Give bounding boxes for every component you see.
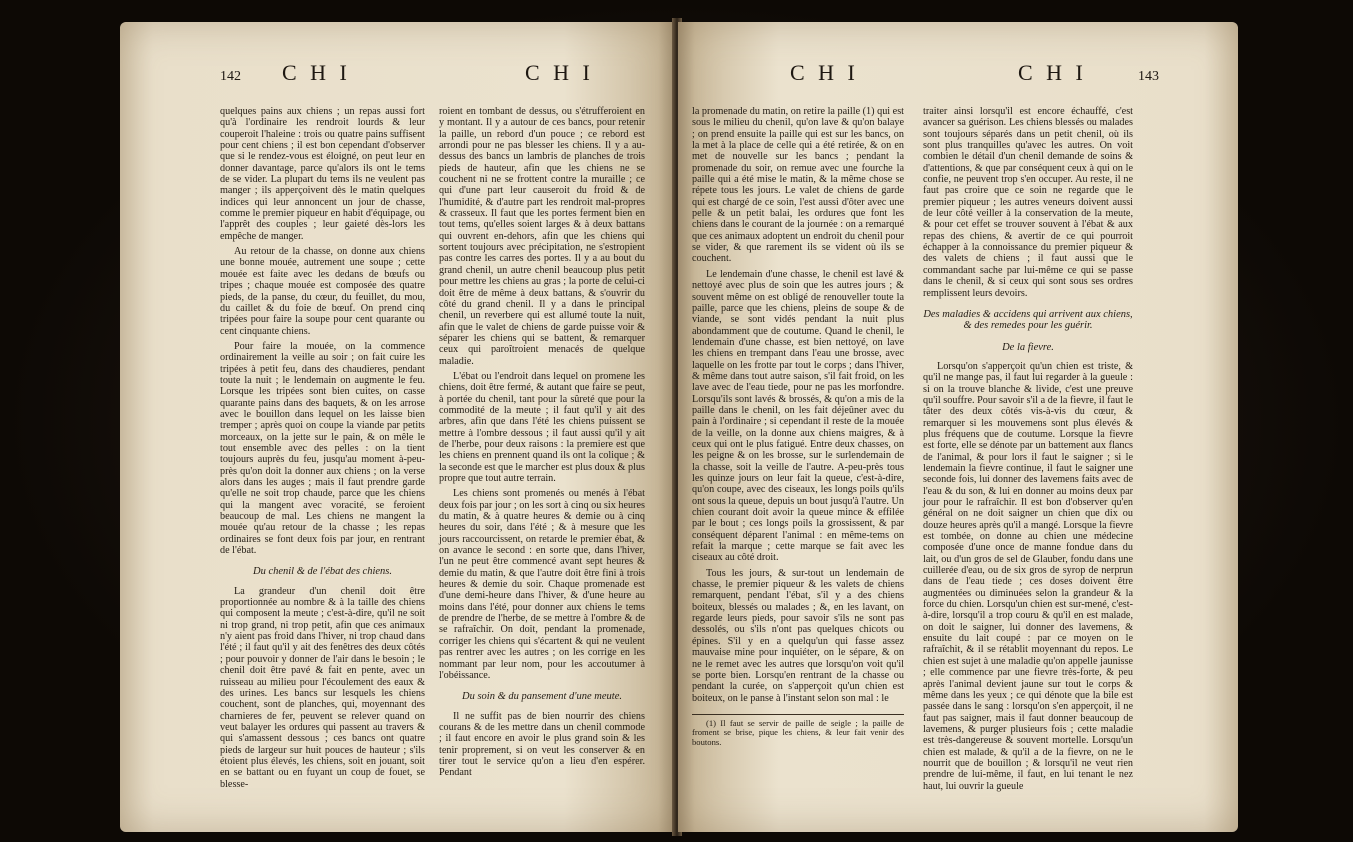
left-page-column-1 [220, 106, 425, 794]
paragraph: Il ne suffit pas de bien nourrir des chiens courans & de les mettre dans un chenil commode ; il faut encore en avoir le plus grand soin & les tenir proprement, si on veut les conserver & en tirer tout le service qu'on a lieu d'en espérer. Pendant [439, 710, 645, 779]
running-head: C H I [525, 60, 594, 85]
left-page-column-2 [439, 106, 645, 783]
section-heading: Du soin & du pansement d'une meute. [461, 691, 622, 703]
subsection-heading: De la fievre. [1002, 341, 1054, 353]
paragraph: quelques pains aux chiens ; un repas aussi fort qu'à l'ordinaire les rendroit lourds & leur couperoit l'haleine : trois ou quatre pains suffisent pour cent chiens ; il est bon cependant d'observer que si le rendez-vous est éloigné, on peut leur en donner davantage, parce qu'alors ils ont le tems de se vider. La plupart du tems ils ne veulent pas manger ; ils apperçoivent dès le matin quelques indices qui leur annoncent un jour de chasse, comme le premier piqueur en habit d'équipage, ou l'apprêt des couples ; leur gaieté dès-lors les empêche de manger. [220, 106, 425, 242]
right-page [678, 22, 1238, 832]
running-head: C H I [790, 60, 859, 85]
page-number: 143 [1138, 69, 1159, 84]
right-page-column-1 [692, 106, 904, 752]
right-page-column-2 [923, 106, 1133, 796]
paragraph: Les chiens sont promenés ou menés à l'ébat deux fois par jour ; on les sort à cinq ou six heures du matin, & à quatre heures & demie ou à cinq heures du soir, dans l'été ; & à mesure que les jours raccourcissent, on retarde le premier ébat, & on avance le second : en sorte que, dans l'hiver, l'un ne peut être commencé avant sept heures & demie du matin, & que l'autre doit être fini à trois heures & demie du soir. Chaque promenade est d'une demi-heure dans l'hiver, & d'une heure au moins dans l'été, pour donner aux chiens le tems de prendre de l'herbe, de se mettre à l'ombre & de se rafraîchir. On doit, pendant la promenade, corriger les chiens qui s'écartent & qui ne veulent pas rentrer avec les autres ; on les corrige en les nommant par leur nom, pour les accoutumer à l'obéissance. [439, 488, 645, 681]
left-page [120, 22, 675, 832]
paragraph: La grandeur d'un chenil doit être proportionnée au nombre & à la taille des chiens qui composent la meute ; c'est-à-dire, qu'il ne soit ni trop grand, ni trop petit, afin que ces animaux n'y aient pas froid dans l'hiver, ni trop chaud dans l'été ; il faut qu'il y ait des fenêtres des deux côtés ; pour pouvoir y donner de l'air dans le besoin ; le chenil doit être pavé & fait en pente, avec un ruisseau au milieu pour l'écoulement des eaux & des urines. Les bancs sur lesquels les chiens couchent, sont de planches, qui, moyennant des charnieres de fer, peuvent se relever quand on veut balayer les ordures qui passent au travers & qui s'amassent dessous ; ces bancs ont quatre pieds de largeur sur huit pouces de hauteur ; s'ils étoient plus élevés, les chiens, soit en jouant, soit en se battant ou en fuyant un coup de fouet, se blesse- [220, 585, 425, 790]
paragraph: Pour faire la mouée, on la commence ordinairement la veille au soir ; on fait cuire les tripées à petit feu, dans des chaudieres, pendant toute la nuit ; le lendemain on augmente le feu. Lorsque les tripées sont bien cuites, on casse quarante pains dans des baquets, & on les arrose avec le bouillon dans lequel on les laisse bien tremper ; après quoi on coupe la viande par petits morceaux, on la jette sur le pain, & on mêle le tout ensemble avec des pelles : on la tient toujours auprès du feu, jusqu'au moment à-peu-près qu'on doit la donner aux chiens ; on la verse alors dans les auges ; mais il faut prendre garde qu'elle ne soit trop chaude, parce que les chiens qui la mangent avec voracité, se feroient beaucoup de mal. Les chiens ne mangent la mouée qu'au retour de la chasse ; les repas ordinaires se font deux fois par jour, en rentrant de l'ébat. [220, 340, 425, 557]
paragraph: roient en tombant de dessus, ou s'étrufferoient en y montant. Il y a autour de ces bancs, pour retenir la paille, un rebord d'un pouce ; ce rebord est arrondi pour ne pas blesser les chiens. Il y a au-dessus des bancs un lambris de planches de trois pieds de hauteur, afin que les chiens ne se couchent ni ne se frottent contre la muraille ; ce qui d'une part leur causeroit du froid & de l'humidité, & d'autre part les rendroit mal-propres & crasseux. Il faut que les portes ferment bien en tout tems, qu'elles soient larges & à deux battans qui ouvrent en-dehors, afin que les chiens qui sortent toujours avec précipitation, ne s'estropient pas contre les carres des portes. Il y a au bout du grand chenil, un autre chenil beaucoup plus petit pour mettre les chiens au gras ; la porte de celui-ci doit être de même à deux battans, & s'ouvrir du côté du grand chenil. Il y a dans le principal chenil, un reverbere qui est allumé toute la nuit, afin que le valet de chiens de garde puisse voir & séparer les chiens qui se battent, & remarquer ceux qui paroîtroient menacés de quelque maladie. [439, 106, 645, 367]
running-head: C H I [282, 60, 351, 85]
paragraph: Lorsqu'on s'apperçoit qu'un chien est triste, & qu'il ne mange pas, il faut lui regarder à la gueule : si on la trouve blanche & livide, c'est une preuve qu'il souffre. Pour savoir s'il a de la fievre, il faut le tâter des deux côtés vis-à-vis du cœur, & remarquer si les mouvemens sont plus élevés & plus fréquens que de coutume. Lorsque la fievre est forte, elle se dénote par un battement aux flancs de l'animal, & pour lors il faut le saigner ; si le lendemain la fievre continue, il faut le saigner une seconde fois, lui donner des lavemens faits avec de l'eau & du son, & lui en donner au moins deux par jour pour le rafraîchir. Il est bon d'observer qu'en général on ne doit saigner un chien que dix ou douze heures après qu'il a mangé. Lorsque la fievre est tombée, on donne au chien une médecine composée d'une once de manne fondue dans du lait, ou d'un gros de sel de Glauber, fondu dans une cuillerée d'eau, ou de six gros de syrop de nerprun dans de l'eau tiede ; ces doses doivent être augmentées ou diminuées selon la grandeur & la force du chien. Lorsqu'un chien est sur-mené, c'est-à-dire, lorsqu'il a trop couru & qu'il en est malade, on doit le saigner, lui donner des lavemens, & ensuite du lait coupé : par ce moyen on le rafraîchit, & il se rétablit moyennant du repos. Le chien est sujet à une maladie qu'on appelle jaunisse ; elle commence par une fievre très-forte, & peu après l'animal devient jaune sur tout le corps & même dans les yeux ; ce qui dénote que la bile est passée dans le sang : lorsqu'on s'en apperçoit, il ne faut pas saigner, mais il faut donner beaucoup de lavemens, & purger plusieurs fois ; cette maladie est très-dangereuse & souvent mortelle. Lorsqu'un chien est malade, & qu'il a de la fievre, on ne le nourrit que de bouillon ; & lorsqu'il ne veut rien prendre de lui-même, il faut, en lui tenant le nez haut, lui ouvrir la gueule [923, 360, 1133, 792]
footnote-rule [692, 714, 904, 715]
right-page-header [678, 60, 1238, 90]
footnote: (1) Il faut se servir de paille de seigle ; la paille de froment se brise, pique les chiens, & leur fait venir des boutons. [692, 717, 904, 748]
paragraph: Tous les jours, & sur-tout un lendemain de chasse, le premier piqueur & les valets de chiens remarquent, pendant l'ébat, s'il y a des chiens boiteux, blessés ou malades ; &, en les lavant, on regarde leurs pieds, pour savoir s'ils ne sont pas dessolés, ou s'ils n'ont pas quelques chicots ou épines. S'il y en a quelqu'un qui fasse assez mauvaise mine pour inquiéter, on le sépare, & on ne le remet avec les autres que lorsqu'on voit qu'il se porte bien. Lorsqu'en rentrant de la chasse ou pendant la curée, on s'apperçoit qu'un chien est boiteux, on le panse à l'instant selon son mal : le [692, 567, 904, 704]
paragraph: traiter ainsi lorsqu'il est encore échauffé, c'est avancer sa guérison. Les chiens blessés ou malades sont toujours séparés dans un petit chenil, où ils sont plus tranquilles qu'avec les autres. On voit combien le détail d'un chenil demande de soins & d'attentions, & que par conséquent ceux à qui on le confie, ne peuvent trop s'en occuper. Au reste, il ne faut pas croire que ce soin ne regarde que le premier piqueur ; les autres veneurs doivent aussi de leur côté veiller à la conservation de la meute, & pour cet effet se trouver souvent à l'ébat & aux repas des chiens, & avertir de ce qui pourroit échapper à la connoissance du premier piqueur & des valets de chiens ; il faut aussi que le commandant sache par lui-même ce qui se passe dans le chenil, & si ceux qui sont sous ses ordres remplissent leurs devoirs. [923, 106, 1133, 299]
paragraph: Le lendemain d'une chasse, le chenil est lavé & nettoyé avec plus de soin que les autres jours ; & souvent même on est obligé de renouveller toute la paille, parce que les chiens, pleins de soupe & de viande, se sont vidés pendant la nuit plus abondamment que de coutume. Quand le chenil, le lendemain d'une chasse, est bien nettoyé, on lave les chiens en trempant dans l'eau une brosse, avec laquelle on les frotte par tout le corps ; dans l'hiver, & même dans tout autre saison, s'il fait froid, on les lave avec de l'eau tiede, pour ne pas les morfondre. Lorsqu'ils sont lavés & brossés, & qu'on a mis de la paille dans le chenil, on les fait déjeûner avec du pain à l'ordinaire ; si cependant il reste de la mouée de la veille, on la donne aux chiens maigres, & à ceux qui ont le plus fatigué. Entre deux chasses, on les peigne & on les brosse, sur le surlendemain de la chasse, soit la veille de l'autre. A-peu-près tous les quinze jours on leur fait la queue, c'est-à-dire, qu'on coupe, avec des ciseaux, les longs poils qu'ils ont sous la queue, depuis un bout jusqu'à l'autre. Un chien courant doit avoir la queue mince & effilée par le bout ; ces longs poils la grossissent, & par conséquent déparent l'animal : en même-tems on refait la marque ; cette marque se fait avec les ciseaux au côté droit. [692, 268, 904, 564]
paragraph: la promenade du matin, on retire la paille (1) qui est sous le milieu du chenil, qu'on lave & qu'on balaye ; on prend ensuite la paille qui est sur les bancs, on la met à la place de celle qui a été retirée, & on en met de nouvelle sur les bancs ; pendant la promenade du soir, on remue avec une fourche la paille qui a été mise le matin, & la même chose se répete tous les jours. Le valet de chiens de garde qui est chargé de ce soin, l'est aussi d'ôter avec une pelle & un petit balai, les ordures que font les chiens dans le courant de la journée : on a remarqué que ces animaux adoptent un endroit du chenil pour se vider, & que rarement ils se vident où ils se couchent. [692, 106, 904, 265]
running-head: C H I [1018, 60, 1087, 85]
page-number: 142 [220, 69, 241, 84]
paragraph: Au retour de la chasse, on donne aux chiens une bonne mouée, autrement une soupe ; cette mouée est faite avec les dedans de bœufs ou tripes ; chaque mouée est composée des quatre pieds, de la panse, du cœur, du feuillet, du mou, du caillet & du foie de bœuf. On prend cinq tripées pour faire la soupe pour cent quarante ou cent cinquante chiens. [220, 246, 425, 337]
section-heading: Du chenil & de l'ébat des chiens. [252, 566, 392, 578]
left-page-header [120, 60, 675, 90]
paragraph: L'ébat ou l'endroit dans lequel on promene les chiens, doit être fermé, & autant que faire se peut, à portée du chenil, tant pour la sûreté que pour la commodité de la meute ; il faut qu'il y ait des arbres, afin que dans l'été les chiens puissent se mettre à l'ombre dessous ; il faut aussi qu'il y ait de l'herbe, pour deux raisons : la premiere est que les chiens en prennent quand ils ont la colique ; & la seconde est que le marcher est plus doux & plus propre que tout autre terrain. [439, 370, 645, 484]
section-heading: Des maladies & accidens qui arrivent aux chiens, & des remedes pour les guérir. [923, 308, 1133, 332]
